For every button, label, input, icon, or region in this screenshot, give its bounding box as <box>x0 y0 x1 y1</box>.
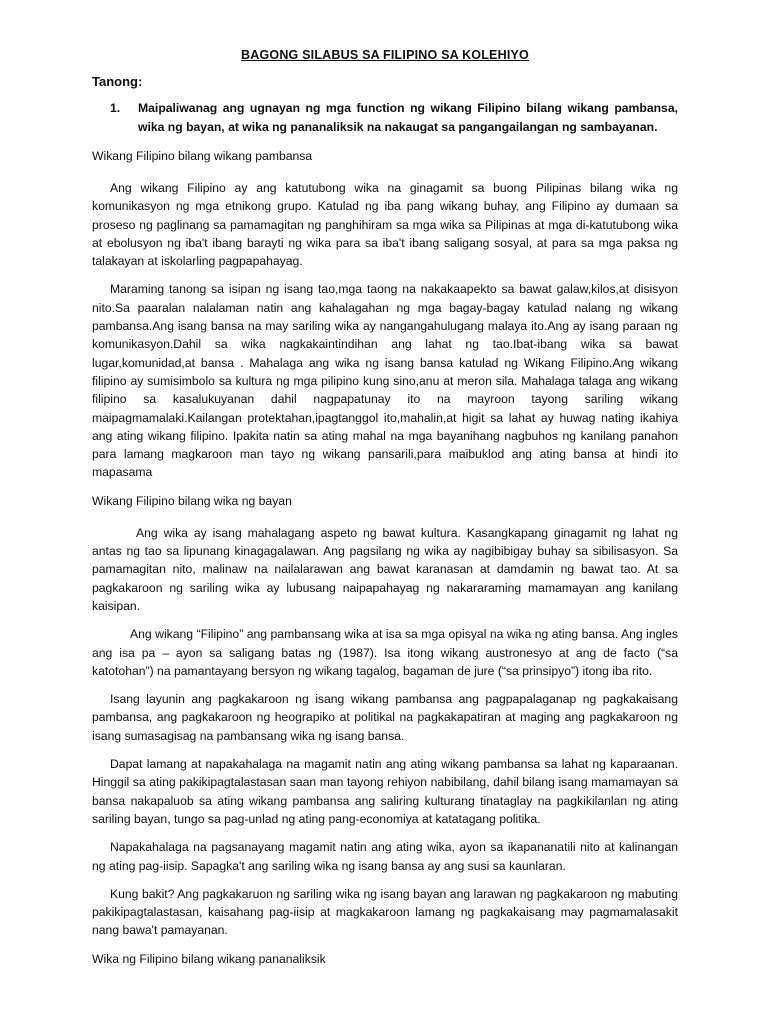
section-heading-pambansa: Wikang Filipino bilang wikang pambansa <box>92 149 313 163</box>
section-heading-pananaliksik: Wika ng Filipino bilang wikang pananaliksik <box>92 951 326 966</box>
paragraph: Kung bakit? Ang pagkakaruon ng sariling wika ng isang bayan ang larawan ng pagkakaroon ng mabuting pakikipagtalastasan, kaisahang pag-iisip at magkakaroon lamang ng pagkakaisang may pagmamalasakit nang bawa't pamayanan. <box>92 886 678 938</box>
paragraph: Napakahalaga na pagsanayang magamit natin ang ating wika, ayon sa ikapananatili nito at kalinangan ng ating pag-iisip. Sapagka't ang sariling wika ng isang bansa ay ang susi sa kaunlaran. <box>92 840 678 873</box>
paragraph: Maraming tanong sa isipan ng isang tao,mga taong na nakakaapekto sa bawat galaw,kilos,at disisyon nito.Sa paaralan nalalaman natin ang kahalagahan ng mga bagay-bagay katulad nalang ng wikang pambansa.Ang isang bansa na may sariling wika ay nangangahulugang malaya ito.Ang ay isang paraan ng komunikasyon.Dahil sa wika nagkakaintindihan ang lahat ng tao.Ibat-ibang wika sa bawat lugar,komunidad,at bansa . Mahalaga ang wika ng isang bansa katulad ng Wikang Filipino.Ang wikang filipino ay sumisimbolo sa kultura ng mga pilipino kung sino,anu at meron sila. Mahalaga talaga ang wikang filipino sa kasalukuyanan dahil nagpapatunay ito na mayroon tayong sariling wikang maipagmamalaki.Kailangan protektahan,ipagtanggol ito,mahalin,at higit sa lahat ay huwag nating ikahiya ang ating wikang filipino. Ipakita natin sa ating mahal na mga bayanihang nagbuhos ng kanilang panahon para lamang magkaroon man tayo ng wikang pansarili,para maibuklod ang ating bansa at hindi ito mapasama <box>92 282 678 480</box>
question-item <box>92 99 678 137</box>
question-number: 1. <box>110 101 121 115</box>
paragraph: Ang wika ay isang mahalagang aspeto ng bawat kultura. Kasangkapang ginagamit ng lahat ng antas ng tao sa lipunang kinagagalawan. Ang pagsilang ng wika ay nagibibigay buhay sa sibilisasyon. Sa pamamagitan nito, malinaw na nailalarawan ang bawat karanasan at damdamin ng bawat tao. At sa pagkakaroon ng sariling wika ay lubusang naipapahayag ng nakararaming mamamayan ang kanilang kaisipan. <box>92 525 678 613</box>
paragraph: Isang layunin ang pagkakaroon ng isang wikang pambansa ang pagpapalaganap ng pagkakaisang pambansa, ang pagkakaroon ng heograpiko at politikal na pagkakapatiran at maging ang pagkakaroon ng isang sumasagisag na pambansang wika ng isang bansa. <box>92 692 678 743</box>
question-text: Maipaliwanag ang ugnayan ng mga function ng wikang Filipino bilang wikang pambansa, wika ng bayan, at wika ng pananaliksik na nakaugat sa pangangailangan ng sambayanan. <box>138 101 678 134</box>
paragraph: Dapat lamang at napakahalaga na magamit natin ang ating wikang pambansa sa lahat ng kaparaanan. Hinggil sa ating pakikipagtalastasan saan man tayong rehiyon nabibilang, dahil bilang isang mamamayan sa bansa nakapaluob sa ating wikang pambansa ang saliring kulturang tinataglay na pagkikilanlan ng ating sariling bayan, tungo sa pag-unlad ng ating pang-economiya at katatagang politika. <box>92 757 678 826</box>
section-heading-bayan: Wikang Filipino bilang wika ng bayan <box>92 493 292 508</box>
paragraph: Ang wikang Filipino ay ang katutubong wika na ginagamit sa buong Pilipinas bilang wika ng komunikasyon ng mga etnikong grupo. Katulad ng iba pang wikang buhay, ang Filipino ay dumaan sa proseso ng paglinang sa pamamagitan ng panghihiram sa mga wika sa Pilipinas at mga di-katutubong wika at ebolusyon ng iba't ibang barayti ng wika para sa iba't ibang saligang sosyal, at para sa mga paksa ng talakayan at iskolarling pagpapahayag. <box>92 181 678 269</box>
question-heading: Tanong: <box>92 74 143 89</box>
paragraph: Ang wikang “Filipino” ang pambansang wika at isa sa mga opisyal na wika ng ating bansa. Ang ingles ang isa pa – ayon sa saligang batas ng (1987). Isa itong wikang austronesyo at ang de facto (“sa katotohan”) na pamantayang bersyon ng wikang tagalog, bagaman de jure (“sa prinsipyo”) itong iba rito. <box>92 627 678 678</box>
document-title: BAGONG SILABUS SA FILIPINO SA KOLEHIYO <box>241 48 529 62</box>
